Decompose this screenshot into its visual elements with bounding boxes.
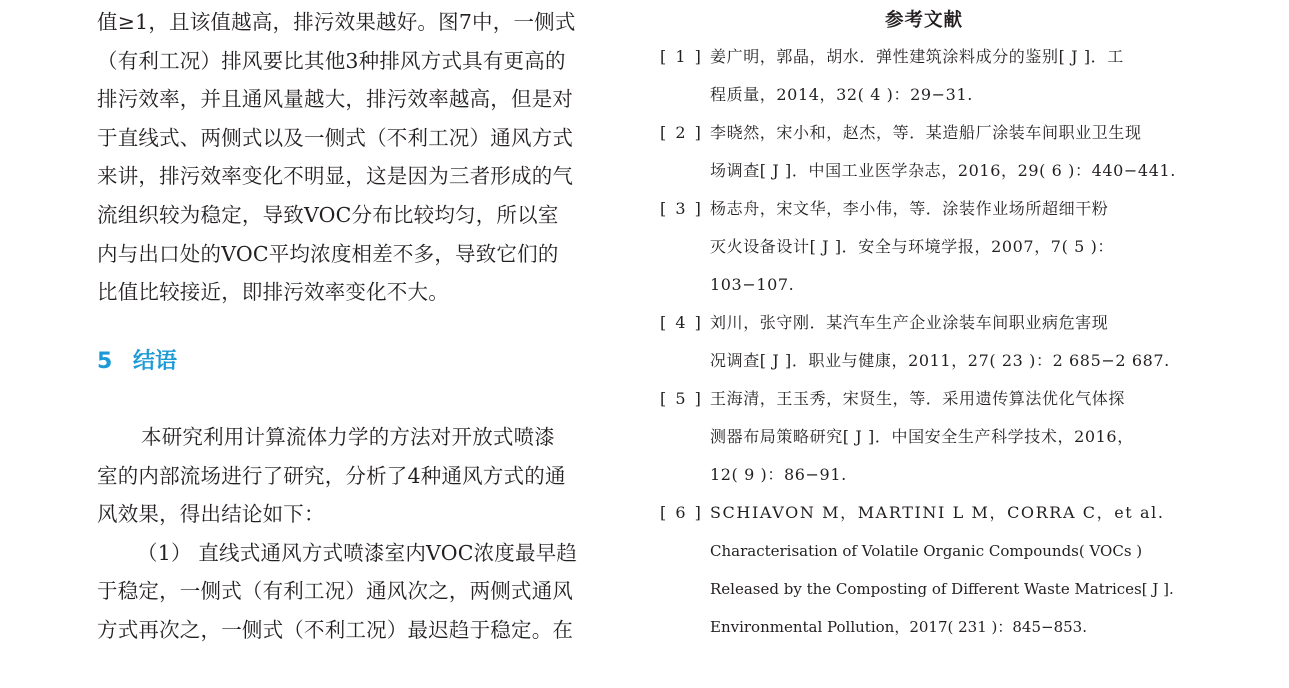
reference-number: [ 6 ]: [660, 503, 703, 522]
section-number: 5: [97, 349, 113, 374]
reference-item-3: [660, 190, 1188, 304]
reference-line: Released by the Composting of Different Waste Matrices[ J ].: [710, 580, 1174, 598]
references-title: 参考文献: [884, 10, 963, 31]
reference-list: [660, 38, 1188, 646]
text-line: 内与出口处的VOC平均浓度相差不多，导致它们的: [97, 241, 559, 266]
reference-line: 灭火设备设计[ J ]．安全与环境学报，2007，7( 5 )：: [710, 237, 1115, 256]
text-line: 比值比较接近，即排污效率变化不大。: [97, 280, 449, 305]
reference-item-5: [660, 380, 1188, 494]
reference-item-6: [660, 494, 1188, 646]
reference-line: 测器布局策略研究[ J ]．中国安全生产科学技术，2016，: [710, 427, 1134, 446]
reference-line: 程质量，2014，32( 4 )：29−31.: [710, 85, 973, 104]
reference-line: 况调查[ J ]．职业与健康，2011，27( 23 )：2 685−2 687.: [710, 351, 1170, 370]
text-line: 风效果，得出结论如下：: [97, 502, 325, 527]
reference-item-2: [660, 114, 1188, 190]
reference-line: 姜广明，郭晶，胡水．弹性建筑涂料成分的鉴别[ J ]．工: [710, 47, 1124, 66]
text-line: 本研究利用计算流体力学的方法对开放式喷漆: [141, 425, 555, 449]
section-heading: [97, 344, 177, 375]
text-line: 方式再次之，一侧式（不利工况）最迟趋于稳定。在: [97, 617, 574, 642]
text-line: 值≥1，且该值越高，排污效果越好。图7中，一侧式: [97, 10, 576, 34]
reference-line: 刘川，张守刚．某汽车生产企业涂装车间职业病危害现: [710, 313, 1109, 332]
reference-line: Characterisation of Volatile Organic Compounds( VOCs ): [710, 542, 1143, 560]
text-line: 室的内部流场进行了研究，分析了4种通风方式的通: [97, 463, 566, 488]
text-line: 来讲，排污效率变化不明显，这是因为三者形成的气: [97, 164, 574, 189]
reference-line: 李晓然，宋小和，赵杰，等．某造船厂涂装车间职业卫生现: [710, 123, 1142, 142]
reference-number: [ 4 ]: [660, 313, 703, 332]
reference-line: 12( 9 )：86−91.: [710, 465, 847, 484]
reference-number: [ 1 ]: [660, 47, 703, 66]
reference-line: Environmental Pollution，2017( 231 )：845−853.: [710, 618, 1087, 636]
reference-number: [ 3 ]: [660, 199, 703, 218]
paragraph-1: [97, 3, 622, 312]
reference-line: SCHIAVON M，MARTINI L M，CORRA C，et al.: [710, 503, 1165, 522]
reference-item-1: [660, 38, 1188, 114]
text-line: 排污效率，并且通风量越大，排污效率越高，但是对: [97, 87, 574, 112]
reference-line: 场调查[ J ]．中国工业医学杂志，2016，29( 6 )：440−441.: [710, 161, 1176, 180]
text-line: 流组织较为稳定，导致VOC分布比较均匀，所以室: [97, 202, 559, 227]
text-line: 于直线式、两侧式以及一侧式（不利工况）通风方式: [97, 125, 574, 150]
text-line: （有利工况）排风要比其他3种排风方式具有更高的: [97, 48, 566, 73]
reference-number: [ 2 ]: [660, 123, 703, 142]
text-line: 于稳定，一侧式（有利工况）通风次之，两侧式通风: [97, 579, 574, 604]
reference-line: 杨志舟，宋文华，李小伟，等．涂装作业场所超细干粉: [710, 199, 1109, 218]
text-line: （1） 直线式通风方式喷漆室内VOC浓度最早趋: [137, 540, 578, 565]
section-title: 结语: [133, 349, 178, 374]
paragraph-2: [97, 418, 622, 650]
reference-line: 103−107.: [710, 275, 795, 294]
reference-line: 王海清，王玉秀，宋贤生，等．采用遗传算法优化气体探: [710, 389, 1126, 408]
reference-item-4: [660, 304, 1188, 380]
reference-number: [ 5 ]: [660, 389, 703, 408]
